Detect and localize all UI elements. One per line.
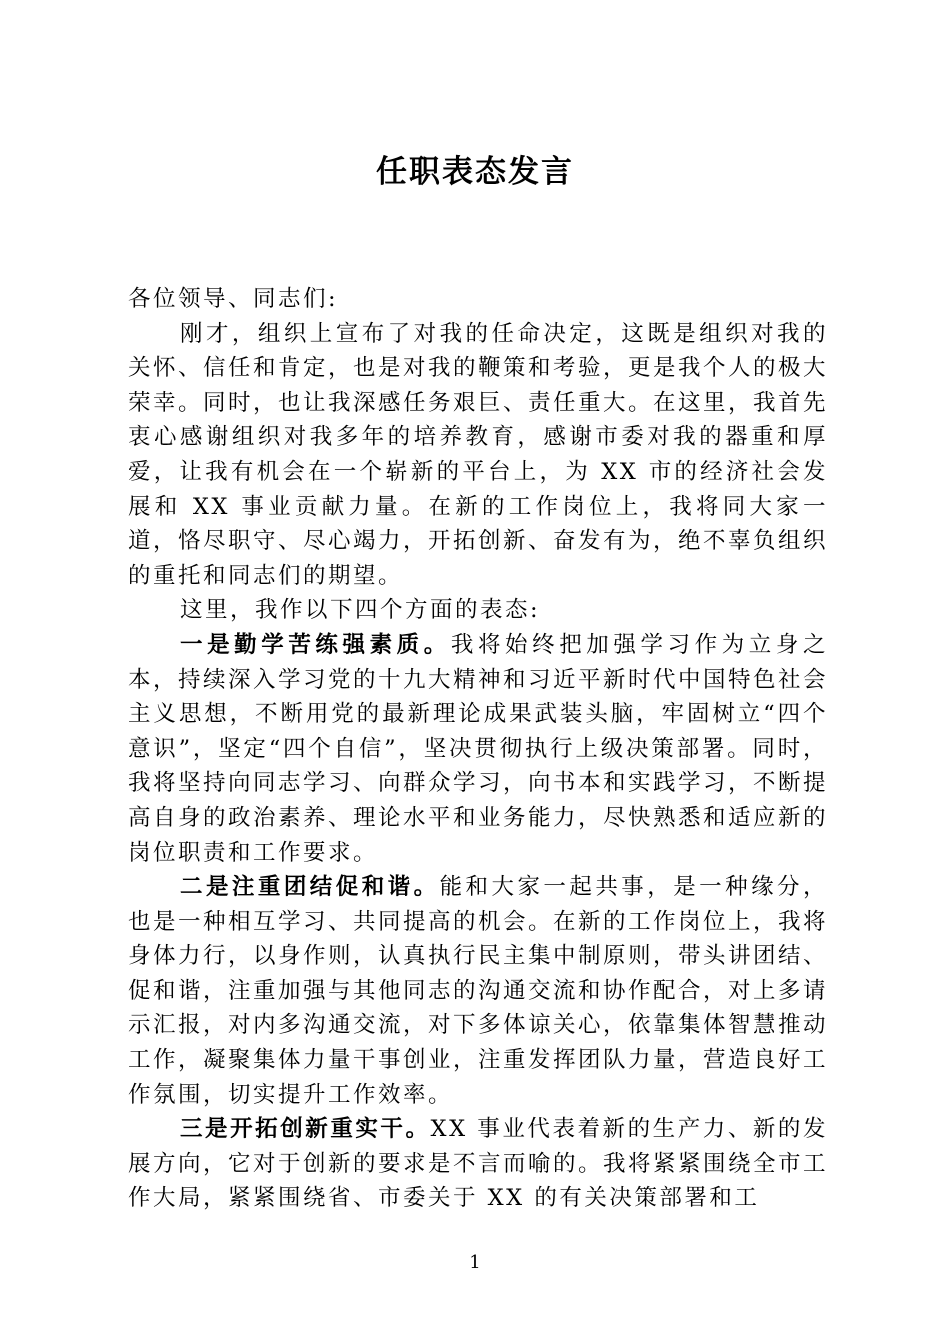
paragraph-lead: 三是开拓创新重实干。	[180, 1116, 431, 1143]
paragraph-opening	[128, 317, 828, 594]
paragraph-point-3	[128, 1112, 828, 1216]
paragraph-point-2	[128, 870, 828, 1112]
paragraph-lead: 一是勤学苦练强素质。	[180, 631, 451, 658]
page-number: 1	[469, 1252, 481, 1273]
document-title: 任职表态发言	[376, 154, 574, 190]
paragraph-text: 这里，我作以下四个方面的表态:	[180, 597, 541, 624]
paragraph-lead: 二是注重团结促和谐。	[180, 874, 440, 901]
paragraph-text: XX 事业代表着新的生产力、新的发展方向，它对于创新的要求是不言而喻的。我将紧紧围绕全市工作大局，紧紧围绕省、市委关于 XX 的有关决策部署和工	[128, 1116, 829, 1212]
paragraph-intro	[128, 593, 828, 628]
paragraph-point-1	[128, 628, 828, 870]
salutation: 各位领导、同志们:	[128, 286, 339, 312]
paragraph-text: 刚才，组织上宣布了对我的任命决定，这既是组织对我的关怀、信任和肯定，也是对我的鞭策和考验，更是我个人的极大荣幸。同时，也让我深感任务艰巨、责任重大。在这里，我首先衷心感谢组织对我多年的培养教育，感谢市委对我的器重和厚爱，让我有机会在一个崭新的平台上，为 XX 市的经济社会发展和 XX 事业贡献力量。在新的工作岗位上，我将同大家一道，恪尽职守、尽心竭力，开拓创新、奋发有为，绝不辜负组织的重托和同志们的期望。	[128, 320, 829, 589]
paragraph-text: 能和大家一起共事，是一种缘分，也是一种相互学习、共同提高的机会。在新的工作岗位上，我将身体力行，以身作则，认真执行民主集中制原则，带头讲团结、促和谐，注重加强与其他同志的沟通交流和协作配合，对上多请示汇报，对内多沟通交流，对下多体谅关心，依靠集体智慧推动工作，凝聚集体力量干事创业，注重发挥团队力量，营造良好工作氛围，切实提升工作效率。	[128, 874, 829, 1108]
paragraph-text: 我将始终把加强学习作为立身之本，持续深入学习党的十九大精神和习近平新时代中国特色社会主义思想，不断用党的最新理论成果武装头脑，牢固树立“四个意识”，坚定“四个自信”，坚决贯彻执行上级决策部署。同时，我将坚持向同志学习、向群众学习，向书本和实践学习，不断提高自身的政治素养、理论水平和业务能力，尽快熟悉和适应新的岗位职责和工作要求。	[128, 631, 829, 866]
document-body	[128, 282, 828, 1216]
